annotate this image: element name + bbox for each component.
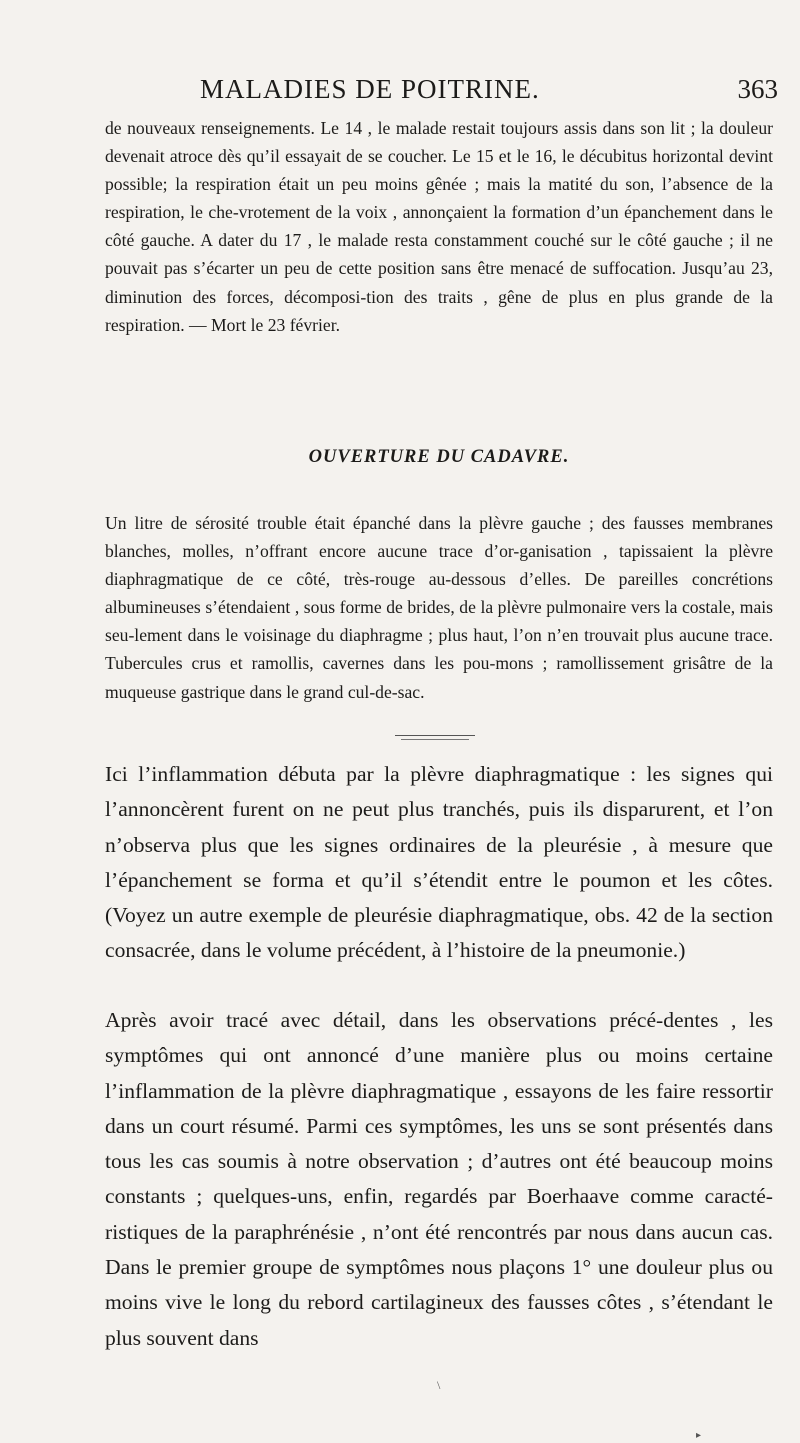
- stray-mark: ▸: [696, 1430, 702, 1441]
- page-number: 363: [737, 74, 778, 104]
- section-divider: [395, 735, 475, 736]
- discussion-paragraph-2: Après avoir tracé avec détail, dans les observations précé-dentes , les symptômes qui ont annoncé d’une manière plus ou moins certaine l’inflammation de la plèvre diaphragmatique , essayons de les faire ressortir dans un court résumé. Parmi ces symptômes, les uns se sont présentés dans tous les cas soumis à notre observation ; d’autres ont été beaucoup moins constants ; quelques-uns, enfin, regardés par Boerhaave comme caracté-ristiques de la paraphrénésie , n’ont été rencontrés par nous dans aucun cas. Dans le premier groupe de symptômes nous plaçons 1° une douleur plus ou moins vive le long du rebord cartilagineux des fausses côtes , s’étendant le plus souvent dans: [105, 1008, 773, 1350]
- autopsy-paragraph: Un litre de sérosité trouble était épanché dans la plèvre gauche ; des fausses membranes blanches, molles, n’offrant encore aucune trace d’or-ganisation , tapissaient la plèvre diaphragmatique de ce côté, très-rouge au-dessous d’elles. De pareilles concrétions albumineuses s’étendaient , sous forme de brides, de la plèvre pulmonaire vers la costale, mais seu-lement dans le voisinage du diaphragme ; plus haut, l’on n’en trouvait plus aucune trace. Tubercules crus et ramollis, cavernes dans les pou-mons ; ramollissement grisâtre de la muqueuse gastrique dans le grand cul-de-sac.: [105, 513, 773, 702]
- stray-mark: \: [437, 1378, 441, 1392]
- discussion-paragraph-1: Ici l’inflammation débuta par la plèvre diaphragmatique : les signes qui l’annoncèrent furent on ne peut plus tranchés, puis ils disparurent, et l’on n’observa plus que les signes ordinaires de la pleurésie , à mesure que l’épanchement se forma et qu’il s’étendit entre le poumon et les côtes. (Voyez un autre exemple de pleurésie diaphragmatique, obs. 42 de la section consacrée, dans le volume précédent, à l’histoire de la pneumonie.): [105, 762, 773, 963]
- running-head: [100, 74, 790, 114]
- running-title: MALADIES DE POITRINE.: [200, 74, 540, 104]
- section-heading: OUVERTURE DU CADAVRE.: [308, 447, 570, 467]
- case-history-paragraph: de nouveaux renseignements. Le 14 , le malade restait toujours assis dans son lit ; la douleur devenait atroce dès qu’il essayait de se coucher. Le 15 et le 16, le décubitus horizontal devint possible; la respiration était un peu moins gênée ; mais la matité du son, l’absence de la respiration, le che-vrotement de la voix , annonçaient la formation d’un épanchement dans le côté gauche. A dater du 17 , le malade resta constamment couché sur le côté gauche ; il ne pouvait pas s’écarter un peu de cette position sans être menacé de suffocation. Jusqu’au 23, diminution des forces, décomposi-tion des traits , gêne de plus en plus grande de la respiration. — Mort le 23 février.: [105, 118, 773, 335]
